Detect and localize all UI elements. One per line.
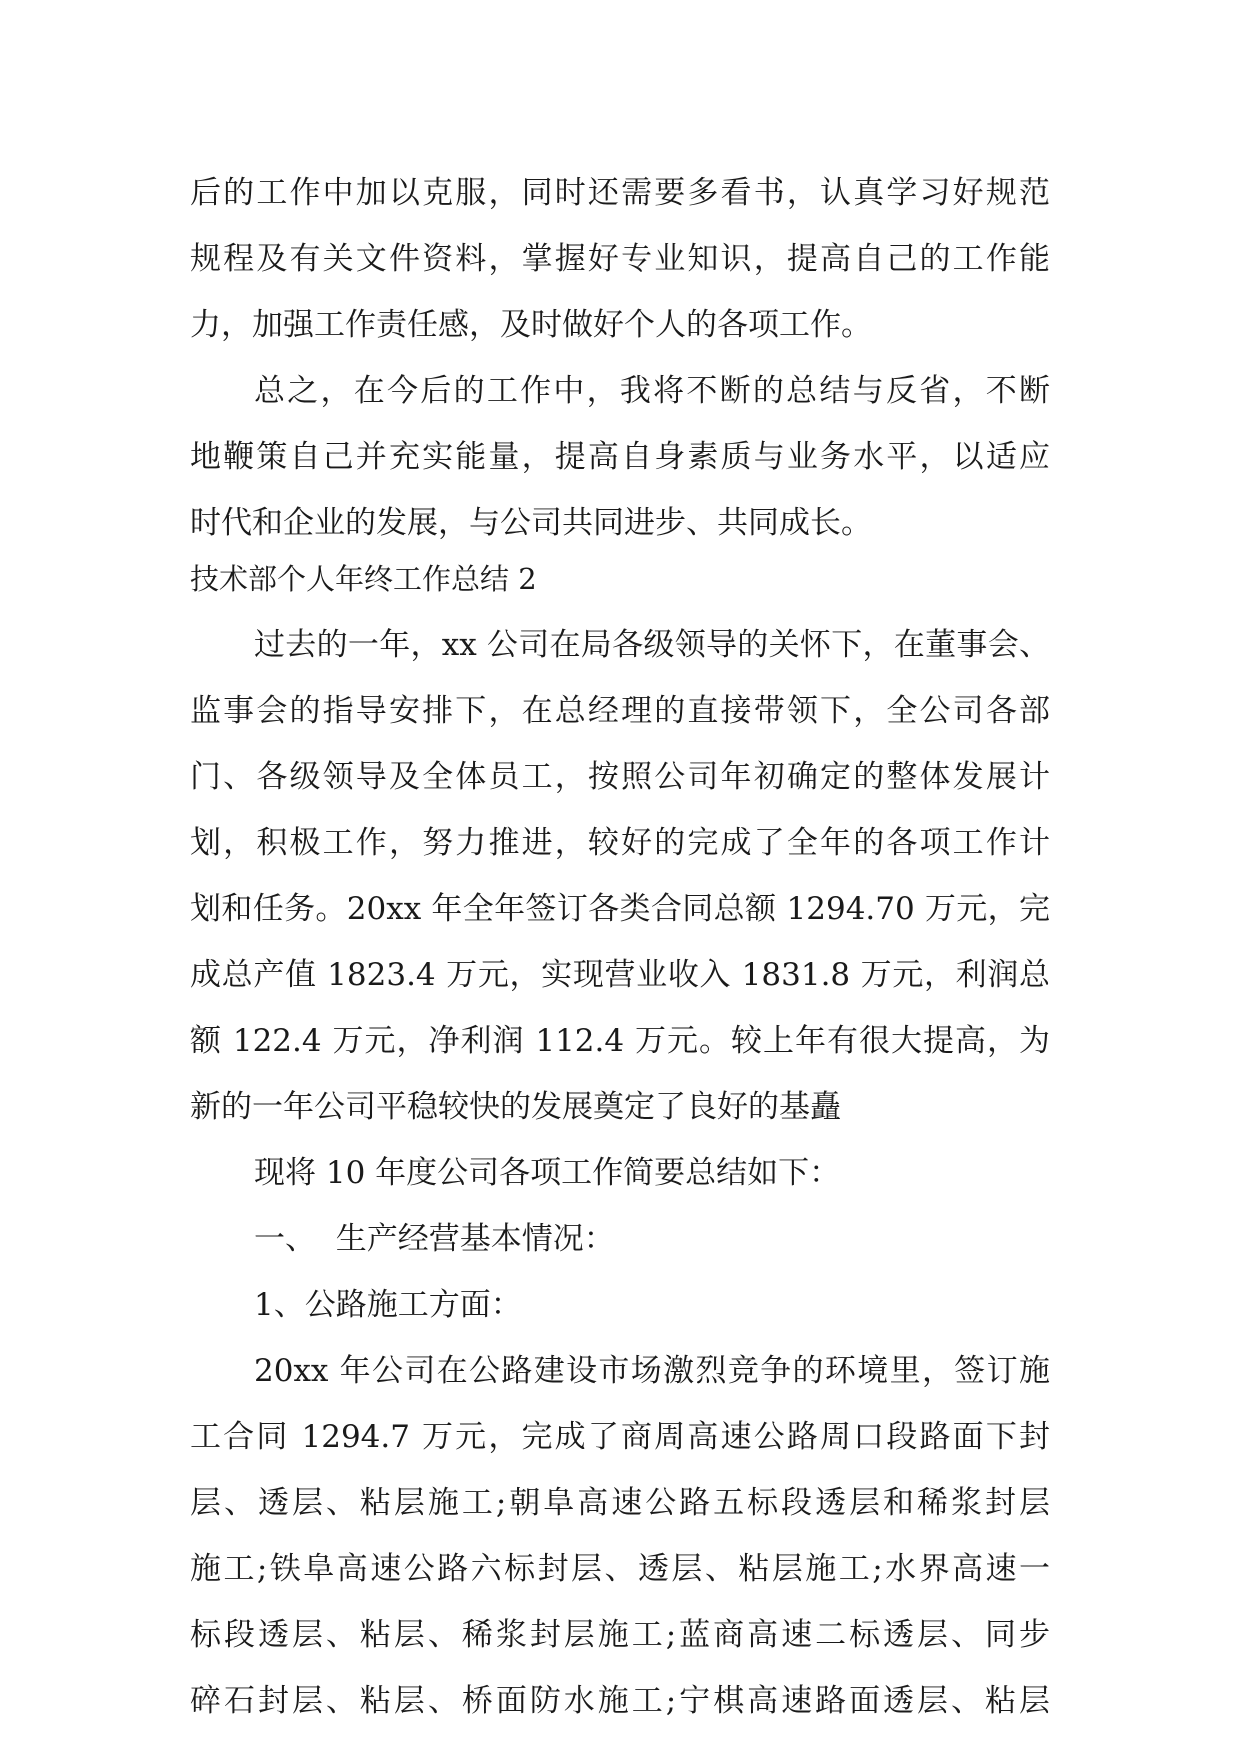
text-line: 碎石封层、粘层、桥面防水施工;宁棋高速路面透层、粘层 <box>190 1683 1050 1719</box>
text-line: 力，加强工作责任感，及时做好个人的各项工作。 <box>190 307 872 343</box>
text-line: 标段透层、粘层、稀浆封层施工;蓝商高速二标透层、同步 <box>190 1617 1050 1653</box>
text-line: 额 122.4 万元，净利润 112.4 万元。较上年有很大提高，为 <box>190 1023 1050 1059</box>
text-line: 规程及有关文件资料，掌握好专业知识，提高自己的工作能 <box>190 241 1050 277</box>
paragraph <box>190 160 1050 358</box>
text-line: 监事会的指导安排下，在总经理的直接带领下，全公司各部 <box>190 693 1050 729</box>
text-line: 门、各级领导及全体员工，按照公司年初确定的整体发展计 <box>190 759 1050 795</box>
paragraph <box>190 1338 1050 1734</box>
text-line: 时代和企业的发展，与公司共同进步、共同成长。 <box>190 505 872 541</box>
text-line: 施工;铁阜高速公路六标封层、透层、粘层施工;水界高速一 <box>190 1551 1050 1587</box>
text-line: 工合同 1294.7 万元，完成了商周高速公路周口段路面下封 <box>190 1419 1050 1455</box>
text-line: 划和任务。20xx 年全年签订各类合同总额 1294.70 万元，完 <box>190 891 1050 927</box>
heading-road-construction: 1、公路施工方面： <box>254 1287 522 1323</box>
text-line: 过去的一年，xx 公司在局各级领导的关怀下，在董事会、 <box>254 627 1050 663</box>
paragraph <box>190 612 1050 1140</box>
paragraph <box>190 358 1050 556</box>
text-line: 划，积极工作，努力推进，较好的完成了全年的各项工作计 <box>190 825 1050 861</box>
text-line: 20xx 年公司在公路建设市场激烈竞争的环境里，签订施 <box>254 1353 1050 1389</box>
paragraph: 现将 10 年度公司各项工作简要总结如下： <box>254 1155 841 1191</box>
section-title: 技术部个人年终工作总结 2 <box>190 562 537 596</box>
text-line: 成总产值 1823.4 万元，实现营业收入 1831.8 万元，利润总 <box>190 957 1050 993</box>
heading-production: 一、 生产经营基本情况： <box>254 1221 615 1257</box>
text-line: 总之，在今后的工作中，我将不断的总结与反省，不断 <box>254 373 1050 409</box>
text-line: 新的一年公司平稳较快的发展奠定了良好的基矗 <box>190 1089 841 1125</box>
text-line: 层、透层、粘层施工;朝阜高速公路五标段透层和稀浆封层 <box>190 1485 1050 1521</box>
document-body <box>190 160 1050 1734</box>
text-line: 地鞭策自己并充实能量，提高自身素质与业务水平，以适应 <box>190 439 1050 475</box>
text-line: 后的工作中加以克服，同时还需要多看书，认真学习好规范 <box>190 175 1050 211</box>
